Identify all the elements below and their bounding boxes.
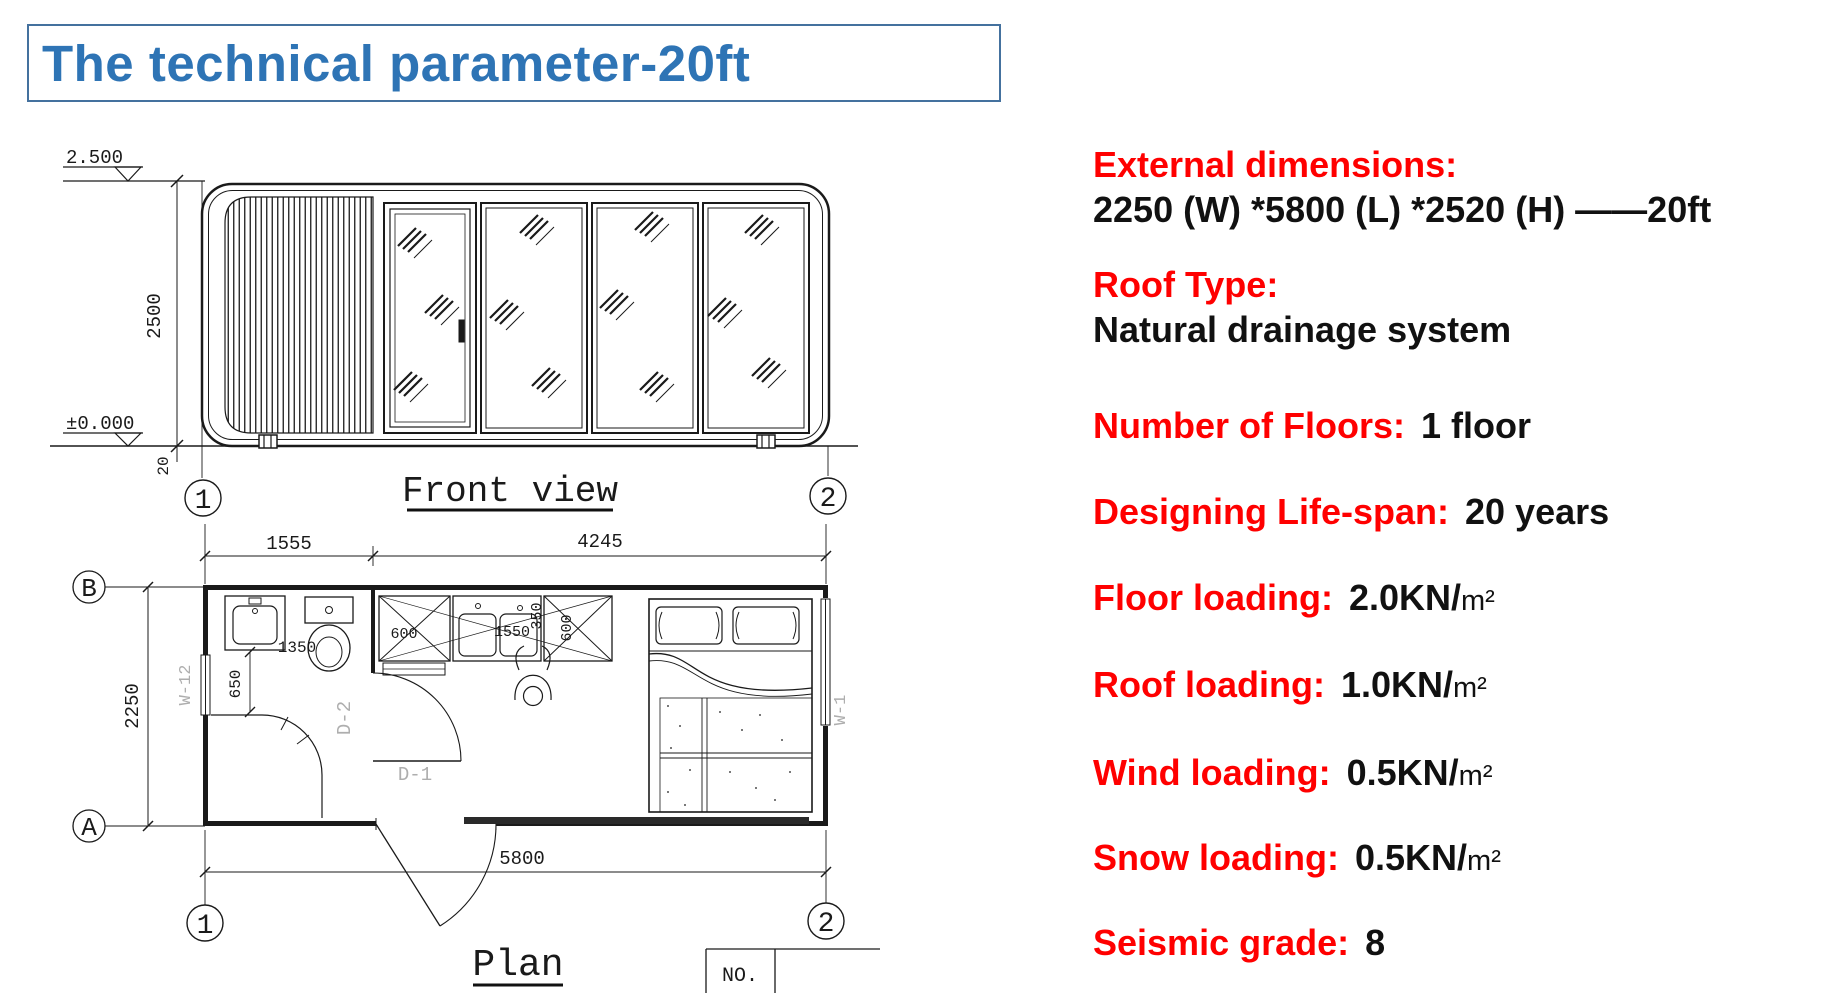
plan-caption: Plan [472, 944, 564, 987]
corrugated-wall [225, 197, 373, 433]
plan-drawing [40, 520, 880, 993]
container-foot-right [757, 435, 775, 448]
height-dimension [171, 175, 183, 462]
plan-side-dimension [143, 582, 153, 831]
window-w1-label: W-1 [832, 694, 851, 726]
window-w12 [199, 655, 212, 715]
dim-1555: 1555 [266, 533, 312, 555]
dim-600-right: 600 [559, 614, 576, 642]
titleblock-no-label: NO. [721, 965, 759, 988]
dim-1350: 1350 [277, 639, 317, 657]
spec-floor-loading: Floor loading: 2.0KN/m² [1093, 577, 1495, 618]
plan-axis-1-label: 1 [196, 911, 214, 942]
spec-wind-loading: Wind loading: 0.5KN/m² [1093, 752, 1493, 793]
dim-1550: 1550 [493, 624, 531, 641]
dim-4245: 4245 [577, 531, 623, 553]
spec-rooftype-label: Roof Type: [1093, 264, 1279, 305]
elevation-top-label: 2.500 [66, 147, 124, 169]
spec-snow-loading: Snow loading: 0.5KN/m² [1093, 837, 1501, 878]
door-d2-label: D-2 [334, 700, 356, 736]
spec-external-value: 2250 (W) *5800 (L) *2520 (H) ——20ft [1093, 189, 1712, 230]
title-box [27, 24, 1001, 102]
dim-600-left: 600 [390, 626, 418, 643]
dim-5800: 5800 [499, 848, 545, 870]
base-dimension-label: 20 [155, 456, 173, 476]
front-view-drawing [40, 140, 880, 520]
axis-1-label: 1 [194, 486, 212, 517]
door-handle [459, 320, 464, 342]
dim-2250: 2250 [122, 683, 144, 729]
dim-350: 350 [529, 602, 546, 630]
plan-axis-2-label: 2 [817, 909, 835, 940]
window-w12-label: W-12 [177, 664, 196, 706]
axis-a-label: A [81, 813, 97, 843]
door-d1-label: D-1 [397, 764, 433, 786]
door-threshold [464, 817, 809, 824]
axis-2-label: 2 [819, 484, 837, 515]
elevation-bottom-label: ±0.000 [66, 413, 135, 435]
front-view-caption: Front view [401, 471, 619, 512]
spec-floors: Number of Floors: 1 floor [1093, 405, 1532, 446]
spec-external-label: External dimensions: [1093, 144, 1458, 185]
page-title: The technical parameter-20ft [42, 34, 751, 92]
dim-650: 650 [227, 669, 245, 699]
spec-roof-loading: Roof loading: 1.0KN/m² [1093, 664, 1487, 705]
spec-seismic: Seismic grade: 8 [1093, 922, 1386, 963]
height-dimension-label: 2500 [144, 293, 166, 339]
window-w1 [819, 598, 832, 726]
container-foot-left [259, 435, 277, 448]
spec-lifespan: Designing Life-span: 20 years [1093, 491, 1610, 532]
elevation-marker-top [63, 167, 205, 181]
spec-rooftype-value: Natural drainage system [1093, 309, 1512, 350]
axis-b-label: B [81, 574, 97, 604]
